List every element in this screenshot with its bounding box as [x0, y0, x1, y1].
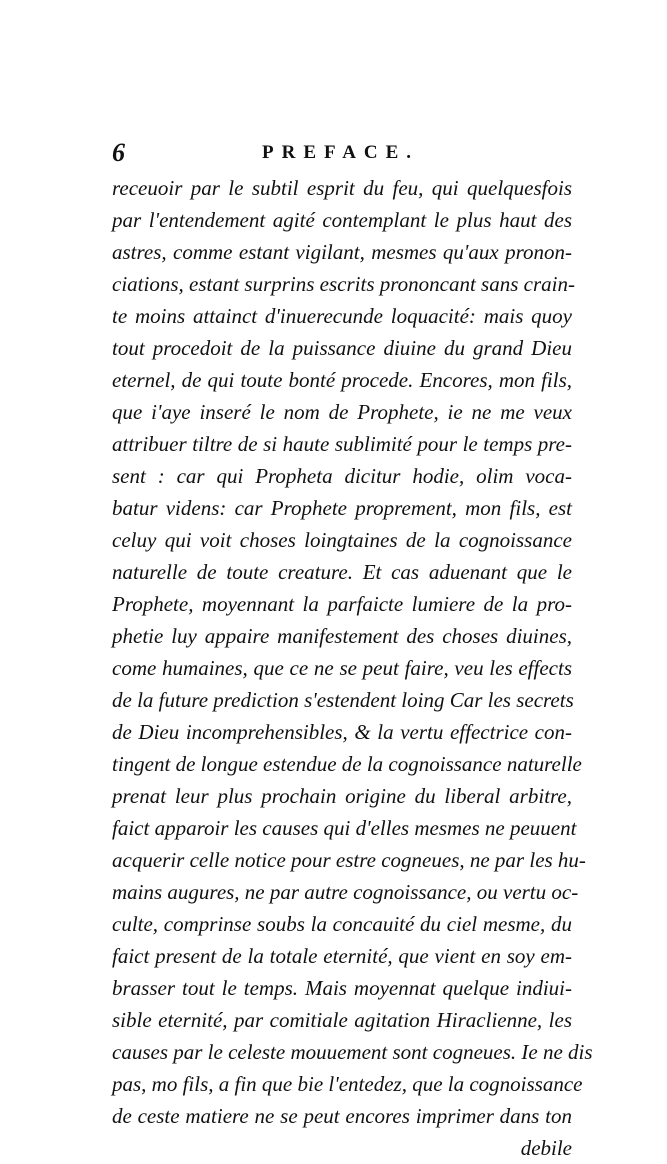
- text-line: prenat leur plus prochain origine du liberal arbitre,: [112, 784, 572, 808]
- text-line: mains augures, ne par autre cognoissance, ou vertu oc-: [112, 880, 579, 904]
- text-line: de ceste matiere ne se peut encores imprimer dans ton: [112, 1104, 572, 1128]
- text-line: batur videns: car Prophete proprement, mon fils, est: [112, 496, 572, 520]
- text-line: faict apparoir les causes qui d'elles mesmes ne peuuent: [112, 816, 577, 840]
- text-line: attribuer tiltre de si haute sublimité pour le temps pre-: [112, 432, 572, 456]
- text-line: de Dieu incomprehensibles, & la vertu effectrice con-: [112, 720, 572, 744]
- text-line: faict present de la totale eternité, que vient en soy em-: [112, 944, 572, 968]
- text-line: sible eternité, par comitiale agitation Hiraclienne, les: [112, 1008, 572, 1032]
- text-line: come humaines, que ce ne se peut faire, veu les effects: [112, 656, 572, 680]
- text-line: tingent de longue estendue de la cognoissance naturelle: [112, 752, 582, 776]
- text-line: acquerir celle notice pour estre cogneues, ne par les hu-: [112, 848, 586, 872]
- page-number: 6: [112, 138, 125, 167]
- text-line: de la future prediction s'estendent loing Car les secrets: [112, 688, 574, 712]
- text-line: Prophete, moyennant la parfaicte lumiere de la pro-: [112, 592, 572, 616]
- text-line: causes par le celeste mouuement sont cogneues. Ie ne dis: [112, 1040, 593, 1064]
- text-line: par l'entendement agité contemplant le plus haut des: [112, 208, 572, 232]
- body-text: [112, 172, 593, 1164]
- running-head: PREFACE.: [262, 142, 420, 163]
- text-line: eternel, de qui toute bonté procede. Encores, mon fils,: [112, 368, 572, 392]
- page-header: [112, 138, 572, 168]
- text-line: brasser tout le temps. Mais moyennat quelque indiui-: [112, 976, 572, 1000]
- text-line: pas, mo fils, a fin que bie l'entedez, que la cognoissance: [112, 1072, 583, 1096]
- text-line: tout procedoit de la puissance diuine du grand Dieu: [112, 336, 572, 360]
- text-line: te moins attainct d'inuerecunde loquacité: mais quoy: [112, 304, 572, 328]
- text-line: culte, comprinse soubs la concauité du ciel mesme, du: [112, 912, 572, 936]
- text-line: que i'aye inseré le nom de Prophete, ie ne me veux: [112, 400, 572, 424]
- text-line: phetie luy appaire manifestement des choses diuines,: [112, 624, 572, 648]
- text-line: ciations, estant surprins escrits prononcant sans crain-: [112, 272, 575, 296]
- text-line: receuoir par le subtil esprit du feu, qui quelquesfois: [112, 176, 572, 200]
- text-line: naturelle de toute creature. Et cas aduenant que le: [112, 560, 572, 584]
- text-line: sent : car qui Propheta dicitur hodie, olim voca-: [112, 464, 572, 488]
- text-line: astres, comme estant vigilant, mesmes qu'aux pronon-: [112, 240, 572, 264]
- catchword: debile: [520, 1136, 572, 1160]
- text-line: celuy qui voit choses loingtaines de la cognoissance: [112, 528, 572, 552]
